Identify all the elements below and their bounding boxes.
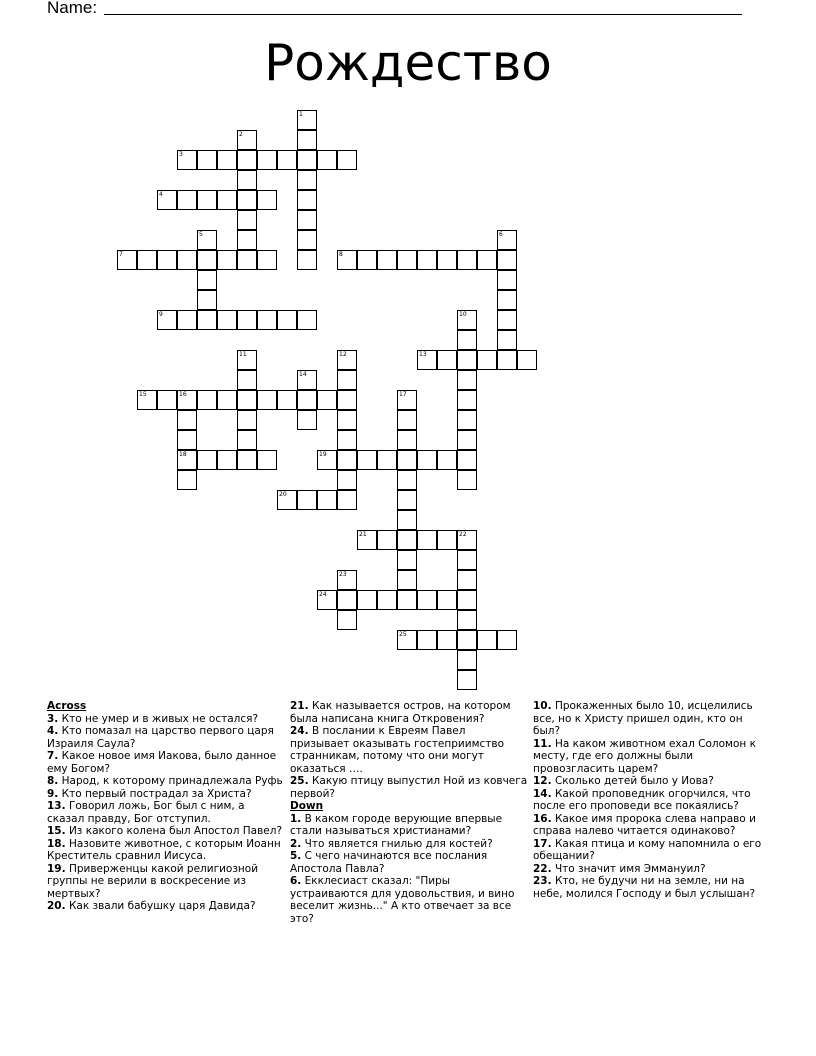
clue-item <box>290 813 528 838</box>
grid-cell[interactable] <box>277 310 297 330</box>
grid-cell[interactable] <box>397 510 417 530</box>
clue-item <box>290 875 528 925</box>
clue-number: 11. <box>533 737 552 750</box>
grid-cell[interactable] <box>417 590 437 610</box>
grid-cell[interactable] <box>417 530 437 550</box>
clue-number: 5 <box>199 231 203 238</box>
grid-cell[interactable] <box>477 630 497 650</box>
grid-cell[interactable] <box>457 250 477 270</box>
grid-cell[interactable] <box>237 190 257 210</box>
grid-cell[interactable] <box>237 210 257 230</box>
grid-cell[interactable] <box>297 250 317 270</box>
grid-cell[interactable] <box>217 250 237 270</box>
clue-text: Екклесиаст сказал: "Пиры устраиваются для удовольствия, и вино веселит жизнь..." А кто отвечает за все это? <box>290 875 515 925</box>
clue-number: 8 <box>339 251 343 258</box>
clue-text: Назовите животное, с которым Иоанн Креститель сравнил Иисуса. <box>47 837 281 862</box>
grid-cell[interactable] <box>397 430 417 450</box>
grid-cell[interactable] <box>457 570 477 590</box>
clue-text: Какая птица и кому напомнила о его обещании? <box>533 837 762 862</box>
grid-cell[interactable] <box>497 330 517 350</box>
down-clue-list-continued <box>533 700 771 900</box>
clue-number: 22. <box>533 862 552 875</box>
grid-cell[interactable] <box>237 250 257 270</box>
grid-cell[interactable] <box>457 610 477 630</box>
clue-item <box>47 900 285 913</box>
grid-cell[interactable] <box>337 450 357 470</box>
clue-text: Из какого колена был Апостол Павел? <box>65 825 283 837</box>
grid-cell[interactable] <box>197 290 217 310</box>
grid-cell[interactable] <box>257 450 277 470</box>
grid-cell[interactable] <box>237 410 257 430</box>
grid-cell[interactable] <box>497 630 517 650</box>
clue-text: В послании к Евреям Павел призывает оказывать гостеприимство странникам, потому что они могут оказаться …. <box>290 725 504 775</box>
grid-cell[interactable] <box>377 450 397 470</box>
clue-text: Как звали бабушку царя Давида? <box>65 900 256 912</box>
clue-number: 10. <box>533 700 552 712</box>
grid-cell[interactable] <box>457 390 477 410</box>
grid-cell[interactable] <box>397 250 417 270</box>
clues-column-1 <box>47 700 285 913</box>
grid-cell[interactable] <box>237 370 257 390</box>
grid-cell[interactable] <box>337 430 357 450</box>
clue-number: 13. <box>47 800 66 812</box>
clue-number: 20 <box>279 491 287 498</box>
clue-number: 23. <box>533 875 552 887</box>
down-clue-list <box>290 813 528 926</box>
clue-item <box>533 875 771 900</box>
across-clue-list-continued <box>290 700 528 800</box>
page-title: Рождество <box>264 34 552 92</box>
grid-cell[interactable] <box>297 230 317 250</box>
grid-cell[interactable] <box>197 150 217 170</box>
grid-cell[interactable] <box>177 410 197 430</box>
grid-cell[interactable] <box>217 190 237 210</box>
grid-cell[interactable] <box>217 150 237 170</box>
grid-cell[interactable] <box>217 390 237 410</box>
grid-cell[interactable] <box>257 390 277 410</box>
clue-item <box>533 775 771 788</box>
across-clue-list <box>47 713 285 913</box>
clue-number: 21 <box>359 531 367 538</box>
clue-number: 2. <box>290 837 302 850</box>
grid-cell[interactable] <box>397 490 417 510</box>
grid-cell[interactable] <box>377 530 397 550</box>
grid-cell[interactable] <box>337 370 357 390</box>
grid-cell[interactable] <box>237 170 257 190</box>
clue-number: 25 <box>399 631 407 638</box>
grid-cell[interactable] <box>337 410 357 430</box>
grid-cell[interactable] <box>397 470 417 490</box>
grid-cell[interactable] <box>177 310 197 330</box>
clue-text: Кто первый пострадал за Христа? <box>58 787 252 800</box>
clue-text: Как называется остров, на котором была написана книга Откровения? <box>290 700 511 725</box>
clue-number: 21. <box>290 700 309 712</box>
clue-item <box>290 700 528 725</box>
grid-cell[interactable] <box>437 350 457 370</box>
grid-cell[interactable] <box>257 150 277 170</box>
clue-number: 14. <box>533 787 552 800</box>
grid-cell[interactable] <box>457 330 477 350</box>
grid-cell[interactable] <box>297 190 317 210</box>
clue-item <box>47 838 285 863</box>
grid-cell[interactable] <box>337 490 357 510</box>
grid-cell[interactable] <box>457 370 477 390</box>
down-heading: Down <box>290 800 324 812</box>
grid-cell[interactable] <box>197 270 217 290</box>
grid-cell[interactable] <box>437 530 457 550</box>
grid-cell[interactable] <box>197 450 217 470</box>
clue-item <box>47 825 285 838</box>
grid-cell[interactable] <box>277 390 297 410</box>
grid-cell[interactable] <box>297 310 317 330</box>
grid-cell[interactable] <box>237 230 257 250</box>
clue-number: 9. <box>47 787 59 800</box>
clue-text: Какую птицу выпустил Ной из ковчега первой? <box>290 775 528 800</box>
clue-text: Что является гнилью для костей? <box>301 837 493 850</box>
clue-item <box>533 863 771 876</box>
grid-cell[interactable] <box>297 490 317 510</box>
across-heading: Across <box>47 700 87 712</box>
clue-number: 19. <box>47 862 66 875</box>
clue-number: 19 <box>319 451 327 458</box>
grid-cell[interactable] <box>477 350 497 370</box>
grid-cell[interactable] <box>357 590 377 610</box>
grid-cell[interactable] <box>177 470 197 490</box>
grid-cell[interactable] <box>277 150 297 170</box>
grid-cell[interactable] <box>497 270 517 290</box>
clue-item <box>533 788 771 813</box>
grid-cell[interactable] <box>437 630 457 650</box>
grid-cell[interactable] <box>257 250 277 270</box>
grid-cell[interactable] <box>497 290 517 310</box>
grid-cell[interactable] <box>337 610 357 630</box>
grid-cell[interactable] <box>397 550 417 570</box>
clue-number: 20. <box>47 900 66 912</box>
clue-item <box>47 788 285 801</box>
clue-item <box>533 700 771 738</box>
grid-cell[interactable] <box>477 250 497 270</box>
clue-number: 22 <box>459 531 467 538</box>
grid-cell[interactable] <box>437 450 457 470</box>
clue-number: 1 <box>299 111 303 118</box>
grid-cell[interactable] <box>317 150 337 170</box>
grid-cell[interactable] <box>417 250 437 270</box>
grid-cell[interactable] <box>297 410 317 430</box>
clue-text: Какой проповедник огорчился, что после его проповеди все покаялись? <box>533 787 751 812</box>
clue-number: 15 <box>139 391 147 398</box>
grid-cell[interactable] <box>177 190 197 210</box>
grid-cell[interactable] <box>397 570 417 590</box>
clue-number: 6. <box>290 875 302 887</box>
clue-number: 7 <box>119 251 123 258</box>
clue-number: 16 <box>179 391 187 398</box>
grid-cell[interactable] <box>257 310 277 330</box>
grid-cell[interactable] <box>457 670 477 690</box>
grid-cell[interactable] <box>177 250 197 270</box>
grid-cell[interactable] <box>317 390 337 410</box>
clue-item <box>47 725 285 750</box>
grid-cell[interactable] <box>297 170 317 190</box>
name-label: Name: <box>47 0 98 17</box>
clue-number: 1. <box>290 812 302 825</box>
grid-cell[interactable] <box>157 390 177 410</box>
grid-cell[interactable] <box>457 430 477 450</box>
grid-cell[interactable] <box>517 350 537 370</box>
clues-column-3 <box>533 700 771 900</box>
grid-cell[interactable] <box>337 390 357 410</box>
clue-text: Какое новое имя Иакова, было данное ему Богом? <box>47 750 277 775</box>
grid-cell[interactable] <box>237 390 257 410</box>
grid-cell[interactable] <box>297 210 317 230</box>
grid-cell[interactable] <box>197 390 217 410</box>
clue-item <box>47 775 285 788</box>
clues-column-2 <box>290 700 528 925</box>
grid-cell[interactable] <box>317 490 337 510</box>
clue-item <box>290 838 528 851</box>
clue-number: 6 <box>499 231 503 238</box>
grid-cell[interactable] <box>297 150 317 170</box>
clue-number: 14 <box>299 371 307 378</box>
grid-cell[interactable] <box>457 590 477 610</box>
grid-cell[interactable] <box>417 630 437 650</box>
grid-cell[interactable] <box>397 450 417 470</box>
grid-cell[interactable] <box>337 150 357 170</box>
clue-number: 11 <box>239 351 247 358</box>
grid-cell[interactable] <box>157 250 177 270</box>
clue-item <box>47 800 285 825</box>
clue-text: Что значит имя Эммануил? <box>551 862 706 875</box>
grid-cell[interactable] <box>137 250 157 270</box>
clue-item <box>290 775 528 800</box>
grid-cell[interactable] <box>237 450 257 470</box>
grid-cell[interactable] <box>357 250 377 270</box>
clue-text: Приверженцы какой религиозной группы не верили в воскресение из мертвых? <box>47 862 259 900</box>
clue-text: Прокаженных было 10, исцелились все, но к Христу пришел один, кто он был? <box>533 700 753 737</box>
clue-number: 5. <box>290 850 302 862</box>
grid-cell[interactable] <box>397 530 417 550</box>
grid-cell[interactable] <box>437 590 457 610</box>
grid-cell[interactable] <box>257 190 277 210</box>
grid-cell[interactable] <box>457 630 477 650</box>
grid-cell[interactable] <box>217 450 237 470</box>
clue-text: Народ, к которому принадлежала Руфь <box>58 775 283 787</box>
clue-text: Кто помазал на царство первого царя Израиля Саула? <box>47 725 274 750</box>
clue-number: 17. <box>533 837 552 850</box>
grid-cell[interactable] <box>197 310 217 330</box>
grid-cell[interactable] <box>397 590 417 610</box>
clue-number: 13 <box>419 351 427 358</box>
clue-number: 3 <box>179 151 183 158</box>
grid-cell[interactable] <box>397 410 417 430</box>
clue-number: 10 <box>459 311 467 318</box>
clue-item <box>533 838 771 863</box>
clue-text: Какое имя пророка слева направо и справа налево читается одинаково? <box>533 812 756 837</box>
grid-cell[interactable] <box>197 250 217 270</box>
clue-text: Кто, не будучи ни на земле, ни на небе, молился Господу и был услышан? <box>533 875 756 900</box>
grid-cell[interactable] <box>237 310 257 330</box>
clue-number: 18 <box>179 451 187 458</box>
clue-item <box>290 850 528 875</box>
grid-cell[interactable] <box>457 550 477 570</box>
clue-text: В каком городе верующие впервые стали называться христианами? <box>290 812 503 837</box>
clue-number: 2 <box>239 131 243 138</box>
clue-number: 25. <box>290 775 309 787</box>
grid-cell[interactable] <box>197 190 217 210</box>
grid-cell[interactable] <box>377 250 397 270</box>
grid-cell[interactable] <box>497 310 517 330</box>
clue-number: 23 <box>339 571 347 578</box>
clue-number: 4 <box>159 191 163 198</box>
grid-cell[interactable] <box>337 590 357 610</box>
clue-number: 3. <box>47 712 59 725</box>
grid-cell[interactable] <box>457 650 477 670</box>
grid-cell[interactable] <box>437 250 457 270</box>
clue-text: Сколько детей было у Иова? <box>551 775 714 787</box>
clue-item <box>47 713 285 726</box>
clue-text: Говорил ложь, Бог был с ним, а сказал правду, Бог отступил. <box>47 800 245 825</box>
grid-cell[interactable] <box>457 470 477 490</box>
clue-number: 12. <box>533 775 552 787</box>
grid-cell[interactable] <box>297 130 317 150</box>
grid-cell[interactable] <box>237 150 257 170</box>
clue-number: 16. <box>533 812 552 825</box>
grid-cell[interactable] <box>457 410 477 430</box>
clue-text: На каком животном ехал Соломон к месту, где его должны были провозгласить царем? <box>533 737 756 775</box>
clue-number: 8. <box>47 775 59 787</box>
clue-number: 7. <box>47 750 59 762</box>
clue-number: 12 <box>339 351 347 358</box>
clue-text: Кто не умер и в живых не остался? <box>58 712 259 725</box>
clue-number: 24. <box>290 725 309 737</box>
clue-item <box>290 725 528 775</box>
clue-text: С чего начинаются все послания Апостола Павла? <box>290 850 488 875</box>
grid-cell[interactable] <box>237 430 257 450</box>
clue-number: 9 <box>159 311 163 318</box>
clue-number: 4. <box>47 725 59 737</box>
grid-cell[interactable] <box>377 590 397 610</box>
grid-cell[interactable] <box>457 450 477 470</box>
clue-item <box>533 738 771 776</box>
grid-cell[interactable] <box>297 390 317 410</box>
grid-cell[interactable] <box>497 350 517 370</box>
clue-number: 17 <box>399 391 407 398</box>
grid-cell[interactable] <box>417 450 437 470</box>
clue-number: 18. <box>47 837 66 850</box>
grid-cell[interactable] <box>497 250 517 270</box>
clue-number: 15. <box>47 825 66 837</box>
grid-cell[interactable] <box>177 430 197 450</box>
grid-cell[interactable] <box>337 470 357 490</box>
clue-item <box>47 863 285 901</box>
clue-item <box>47 750 285 775</box>
clue-number: 24 <box>319 591 327 598</box>
grid-cell[interactable] <box>457 350 477 370</box>
grid-cell[interactable] <box>217 310 237 330</box>
grid-cell[interactable] <box>357 450 377 470</box>
clue-item <box>533 813 771 838</box>
